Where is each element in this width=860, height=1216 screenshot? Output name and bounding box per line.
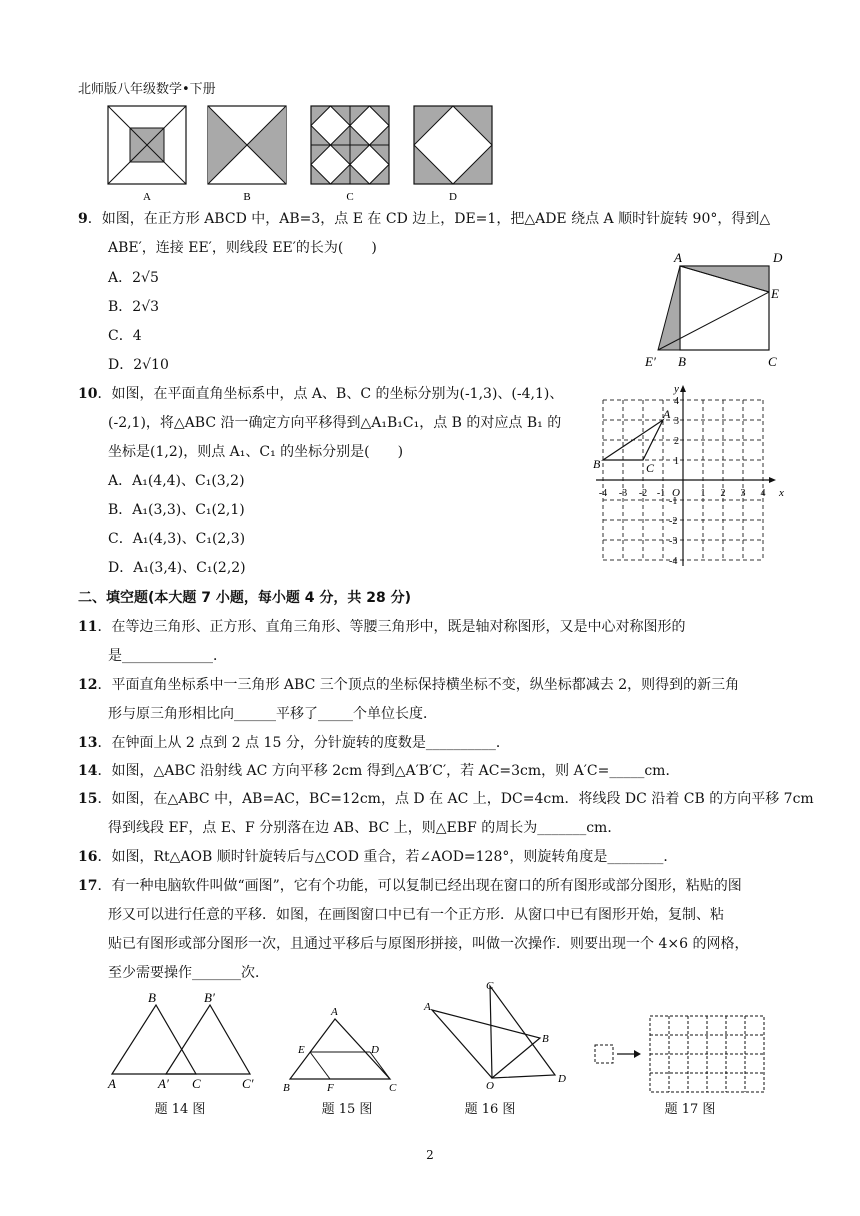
caption-14: 题 14 图: [154, 1102, 206, 1117]
label-o: O: [486, 1080, 494, 1090]
question-15: [78, 788, 814, 810]
label-b-prime: B′: [204, 990, 215, 1005]
y-tick: 3: [674, 416, 679, 427]
origin-label: O: [672, 487, 680, 499]
label-a: A: [331, 1006, 338, 1018]
figure-d-label: D: [449, 191, 457, 203]
label-c: C: [192, 1076, 201, 1090]
question-text: ．如图，△ABC 沿射线 AC 方向平移 2cm 得到△A′B′C′，若 AC=3cm，则 A′C=_____cm．: [97, 763, 680, 779]
q9-figure: [640, 250, 790, 370]
question-text: ．在钟面上从 2 点到 2 点 15 分，分针旋转的度数是__________．: [97, 735, 510, 751]
label-d: D: [773, 250, 783, 265]
figure-b: [208, 106, 286, 184]
figure-17: [590, 1010, 770, 1095]
x-tick: 3: [740, 488, 746, 499]
question-17: [78, 875, 742, 897]
question-16: [78, 846, 677, 868]
option-a: A．A₁(4,4)、C₁(3,2): [108, 473, 245, 489]
figure-b-label: B: [243, 191, 251, 203]
figure-15: [280, 1005, 405, 1093]
question-14: [78, 760, 679, 782]
question-11: [78, 616, 685, 638]
option-b: B．A₁(3,3)、C₁(2,1): [108, 502, 245, 518]
option-d: D．2√10: [108, 357, 169, 373]
label-b: B: [283, 1082, 290, 1093]
question-9: [78, 208, 770, 230]
x-tick: -4: [598, 488, 608, 499]
section-title: 二、填空题(本大题 7 小题，每小题 4 分，共 28 分): [78, 590, 412, 606]
option-figures: [100, 100, 500, 205]
label-c: C: [768, 354, 777, 369]
y-tick: -2: [669, 516, 678, 527]
question-17-line2: 形又可以进行任意的平移．如图，在画图窗口中已有一个正方形．从窗口中已有图形开始，复制、粘: [108, 907, 724, 923]
question-number: 10: [78, 386, 98, 402]
question-number: 15: [78, 791, 98, 807]
caption-17: 题 17 图: [664, 1102, 716, 1117]
question-10-line3: 坐标是(1,2)，则点 A₁、C₁ 的坐标分别是( ): [108, 444, 404, 460]
question-text: ．有一种电脑软件叫做“画图”，它有个功能，可以复制已经出现在窗口的所有图形或部分图形，粘贴的图: [97, 878, 742, 894]
question-number: 12: [78, 677, 98, 693]
x-tick: 2: [720, 488, 726, 499]
option-c: C．A₁(4,3)、C₁(2,3): [108, 531, 246, 547]
y-tick: -1: [669, 496, 678, 507]
caption-15: 题 15 图: [321, 1102, 373, 1117]
label-e-prime: E′: [645, 354, 656, 369]
option-d: D．A₁(3,4)、C₁(2,2): [108, 560, 246, 576]
question-number: 14: [78, 763, 98, 779]
label-a: A: [424, 1001, 431, 1013]
option-b: B．2√3: [108, 299, 160, 315]
y-tick: -3: [669, 536, 678, 547]
y-tick: -4: [669, 556, 678, 567]
x-tick: -2: [638, 488, 648, 499]
question-10-line2: (-2,1)，将△ABC 沿一确定方向平移得到△A₁B₁C₁，点 B 的对应点 B₁ 的: [108, 415, 562, 431]
label-d: D: [371, 1044, 379, 1056]
label-e: E: [298, 1044, 305, 1056]
page-number: 2: [426, 1148, 434, 1162]
point-a-label: A: [663, 407, 671, 421]
question-10: [78, 383, 563, 405]
question-9-line2: ABE′，连接 EE′，则线段 EE′的长为( ): [108, 240, 377, 256]
figure-14: [100, 990, 270, 1090]
question-number: 16: [78, 849, 98, 865]
label-c: C: [389, 1082, 397, 1093]
caption-16: 题 16 图: [464, 1102, 516, 1117]
question-12-line2: 形与原三角形相比向______平移了_____个单位长度．: [108, 706, 437, 722]
question-text: ．如图，在平面直角坐标系中，点 A、B、C 的坐标分别为(-1,3)、(-4,1)、: [97, 386, 564, 402]
y-tick: 1: [674, 456, 679, 467]
q10-coordinate-grid: [590, 380, 790, 575]
y-tick: 2: [674, 436, 679, 447]
question-11-line2: 是_____________．: [108, 648, 227, 664]
question-number: 11: [78, 619, 98, 635]
label-e: E: [771, 286, 779, 301]
label-b: B: [148, 990, 156, 1005]
point-c-label: C: [646, 461, 655, 475]
question-17-line3: 贴已有图形或部分图形一次，且通过平移后与原图形拼接，叫做一次操作．则要出现一个 4×6 的网格，: [108, 936, 749, 952]
question-number: 17: [78, 878, 98, 894]
option-c: C．4: [108, 328, 142, 344]
label-a-prime: A′: [158, 1076, 169, 1090]
point-b-label: B: [593, 457, 601, 471]
x-tick: 4: [760, 488, 766, 499]
label-b: B: [678, 354, 686, 369]
figure-a: [108, 106, 186, 184]
label-f: F: [327, 1082, 334, 1093]
label-c: C: [486, 980, 494, 992]
x-tick: -3: [618, 488, 628, 499]
page-header: 北师版八年级数学•下册: [78, 82, 216, 97]
figure-d: [414, 106, 492, 184]
question-number: 9: [78, 211, 88, 227]
question-number: 13: [78, 735, 98, 751]
label-a: A: [108, 1076, 116, 1090]
question-12: [78, 674, 739, 696]
question-text: ．如图，在△ABC 中，AB=AC，BC=12cm，点 D 在 AC 上，DC=4cm．将线段 DC 沿着 CB 的方向平移 7cm: [97, 791, 814, 807]
figure-c-label: C: [346, 191, 354, 203]
label-a: A: [674, 250, 682, 265]
label-d: D: [558, 1073, 566, 1085]
question-text: ．在等边三角形、正方形、直角三角形、等腰三角形中，既是轴对称图形，又是中心对称图形的: [97, 619, 686, 635]
x-tick: 1: [700, 488, 706, 499]
figure-16: [420, 978, 580, 1090]
label-c-prime: C′: [242, 1076, 254, 1090]
y-axis-label: y: [674, 383, 679, 395]
x-axis-label: x: [779, 487, 784, 499]
label-b: B: [542, 1033, 549, 1045]
question-13: [78, 732, 510, 754]
question-17-line4: 至少需要操作_______次．: [108, 965, 269, 981]
figure-a-label: A: [143, 191, 151, 203]
y-tick: 4: [674, 396, 679, 407]
question-text: ．平面直角坐标系中一三角形 ABC 三个顶点的坐标保持横坐标不变，纵坐标都减去 2，则得到的新三角: [97, 677, 740, 693]
question-15-line2: 得到线段 EF，点 E、F 分别落在边 AB、BC 上，则△EBF 的周长为_______cm．: [108, 820, 622, 836]
question-text: ．如图，Rt△AOB 顺时针旋转后与△COD 重合，若∠AOD=128°，则旋转角度是________．: [97, 849, 678, 865]
figure-c: [311, 106, 389, 184]
x-tick: -1: [656, 488, 666, 499]
question-text: ．如图，在正方形 ABCD 中，AB=3，点 E 在 CD 边上，DE=1，把△ADE 绕点 A 顺时针旋转 90°，得到△: [87, 211, 771, 227]
option-a: A．2√5: [108, 270, 159, 286]
